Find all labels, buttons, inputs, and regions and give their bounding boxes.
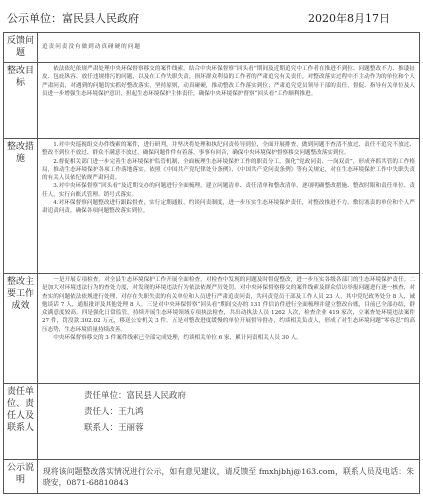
feedback-label: 反馈问题: [4, 33, 38, 63]
measures-text: [38, 139, 420, 274]
publish-date: 2020年8月17日: [308, 12, 390, 25]
rectify-target-row: [4, 63, 420, 139]
results-label: 整改主要工作成效: [4, 274, 38, 384]
measure-item: 3.对中央环保督察“回头看”及近期交办的问题进行全面梳理，建立问题清单、责任清单和整改清单，逐项明确整改措施、整改时限和责任单位、责任人，实行台账式管理、销号式落实。: [42, 183, 415, 198]
measure-item: 1.对中央巡视组交办件线索的案件，进行研判，并坚决将处理和执纪问责传导到位，全面开展排查，做到问题不查清不放过、责任不追究不放过、整改不到位不放过、群众不满意不放过，确保问题件件有着落、事事有回音，确保中央环境保护督察移交问题整改落实到位。: [42, 142, 415, 157]
rectify-target-label: 整改目标: [4, 63, 38, 139]
measure-item: 2.督促相关部门进一步完善生态环境保护监管机制，全面梳理生态环境保护工作的职责分工，强化“党政同责、一岗双责”，形成齐抓共管的工作格局，推动生态环境保护各项工作落地落实。依照《中国共产党纪律处分条例》、《中国共产党问责条例》等有关规定，对在生态环境保护工作中失职失责的有关人员依纪依规严肃问责。: [42, 158, 415, 182]
results-text: [38, 274, 420, 384]
measures-row: [4, 139, 420, 274]
public-note-label: 公示说明: [4, 460, 38, 494]
measures-label: 整改措施: [4, 139, 38, 274]
rectify-target-paragraph: 依法依纪依规严肃处理中央环保督察移交的案件线索，结合中央环保督察“回头看”期间及近期追究中工作者在推进不到位、问题整改不力、推诿扯皮、包庇纵容、放任违规排污的问题，以及在工作失职失责，损坏群众利益的工作者的严肃追究有关责任，对整改落实过程中不主动作为的单位和个人严肃问责，对遇到的问题切实抓好整改落实，坚持原则，动真碰硬，推动整改工作落实到位；严肃追究党员领导干部的责任，督促、指导有关单位及人员进一步增强生态环境保护意识，担起生态环境保护主体责任，确保中央环境保护督察“回头看”工作顺利推进。: [42, 66, 415, 97]
responsible-info: [38, 384, 420, 460]
results-row: [4, 274, 420, 384]
results-paragraph: 一是开展专项检查。对全县生态环境保护工作开展全面检查，对检查中发现的问题及时督促整改，进一步压实各级各部门的生态环境保护责任。二是加大对环境违法行为的查处力度，对发现的环境违法行为依法依规严厉处罚。对中央环保督察移交的案件线索及群众信访举报问题进行逐一核查，对查实的问题依法依规进行处理，对存在失职失责的有关单位和人员进行严肃追责问责，共问责党员干部及工作人员 23 人，其中党纪政务处分 8 人，诫勉谈话 7 人，通报批评及其他处理 8 人。三是对中央环保督察“回头看”期间交办的 131 件信访件进行全面梳理并建立整改台账，目前已全部办结，群众满意度较高。四是强化日常监管，持续开展生态环境领域专项执法检查，共出动执法人员 1262 人次，检查企业 419 家次，立案查处环境违法案件 27 件，罚没款 302.02 万元，移送公安机关 3 件。五是对整改进度缓慢的单位开展督导督办，约谈相关负责人，形成了对生态环境问题“零容忍”的高压态势，生态环境质量持续改善。: [42, 277, 415, 333]
responsible-person: 责任人：王九鸿: [84, 407, 144, 417]
results-paragraph: 中央环保督察移交的 3 件案件线索已全部完成处理，约谈相关单位 6 家，累计问责相关人员 30 人。: [53, 335, 302, 342]
rectification-table: [3, 32, 420, 494]
feedback-title: 追责问责没有做到动真碰硬的问题: [38, 33, 420, 63]
responsible-row: [4, 384, 420, 460]
responsible-unit: 责任单位：富民县人民政府: [84, 391, 187, 401]
measure-item: 4.对环保督察问题整改进行跟踪督查，实行定期通报、约谈问责制度，进一步压实生态环境保护责任，对整改推进不力、敷衍塞责的单位和个人严肃追责问责，确保各项问题整改落实到位。: [42, 200, 415, 215]
rectify-target-text: [38, 63, 420, 139]
contact-person: 联系人：王丽蓉: [84, 423, 144, 433]
publishing-unit: 公示单位：富民县人民政府: [7, 12, 139, 25]
document-header: [3, 6, 420, 28]
public-note-text: 现将该问题整改落实情况进行公示，如有意见建议，请反馈至 fmxhjbhj@163.com，联系人员及电话：朱晓安，0871-68810843: [38, 460, 420, 494]
feedback-row: [4, 33, 420, 63]
responsible-label: 责任单位、责任人及联系人: [4, 384, 38, 460]
public-note-row: [4, 460, 420, 494]
